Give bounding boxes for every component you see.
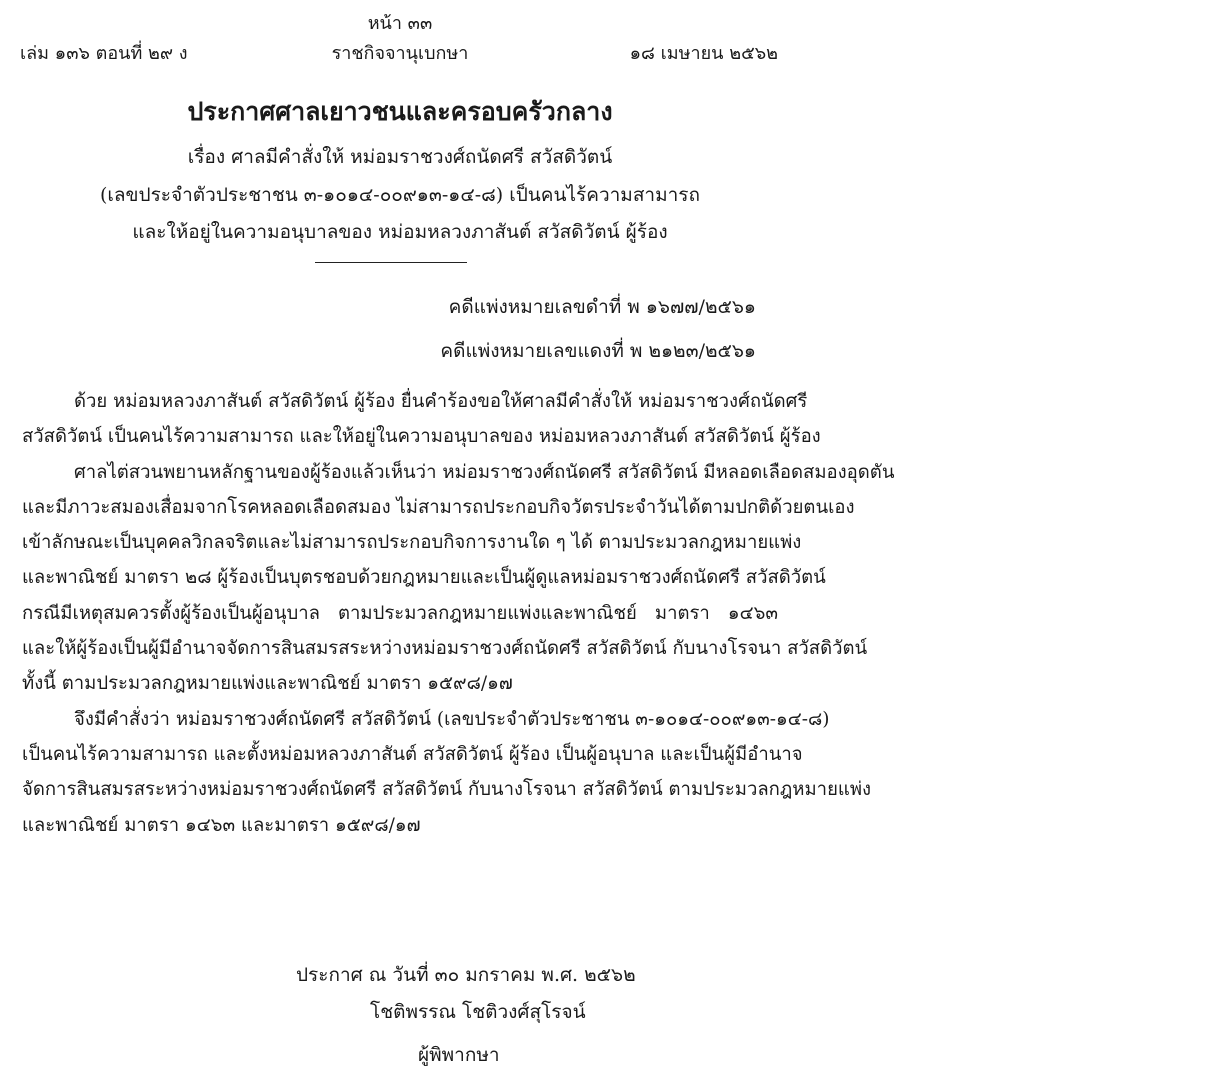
document-title: ประกาศศาลเยาวชนและครอบครัวกลาง	[187, 97, 613, 126]
text-line: และพาณิชย์ มาตรา ๑๔๖๓ และมาตรา ๑๕๙๘/๑๗	[22, 814, 421, 836]
text-line: จึงมีคำสั่งว่า หม่อมราชวงศ์ถนัดศรี สวัสดิวัตน์ (เลขประจำตัวประชาชน ๓-๑๐๑๔-๐๐๙๑๓-๑๔-๘)	[74, 708, 830, 730]
subject-line: เรื่อง ศาลมีคำสั่งให้ หม่อมราชวงศ์ถนัดศรี สวัสดิวัตน์	[187, 146, 613, 168]
text-line: ทั้งนี้ ตามประมวลกฎหมายแพ่งและพาณิชย์ มาตรา ๑๕๙๘/๑๗	[22, 673, 513, 695]
publication-name: ราชกิจจานุเบกษา	[331, 43, 469, 64]
text-line: สวัสดิวัตน์ เป็นคนไร้ความสามารถ และให้อยู่ในความอนุบาลของ หม่อมหลวงภาสันต์ สวัสดิวัตน์ ผู้ร้อง	[22, 426, 821, 448]
body-text	[22, 384, 895, 843]
paragraph	[22, 702, 872, 843]
text-line: กรณีมีเหตุสมควรตั้งผู้ร้องเป็นผู้อนุบาล ตามประมวลกฎหมายแพ่งและพาณิชย์ มาตรา ๑๔๖๓	[22, 602, 778, 624]
divider	[315, 262, 467, 263]
paragraph	[22, 384, 821, 455]
text-line: ด้วย หม่อมหลวงภาสันต์ สวัสดิวัตน์ ผู้ร้อง ยื่นคำร้องขอให้ศาลมีคำสั่งให้ หม่อมราชวงศ์ถนัดศรี	[74, 391, 808, 412]
text-line: และมีภาวะสมองเสื่อมจากโรคหลอดเลือดสมอง ไม่สามารถประกอบกิจวัตรประจำวันได้ตามปกติด้วยตนเอง	[22, 496, 855, 518]
text-line: ศาลไต่สวนพยานหลักฐานของผู้ร้องแล้วเห็นว่า หม่อมราชวงศ์ถนัดศรี สวัสดิวัตน์ มีหลอดเลือดสมองอุดตัน	[74, 461, 895, 483]
announcement-date: ประกาศ ณ วันที่ ๓๐ มกราคม พ.ศ. ๒๕๖๒	[296, 964, 636, 986]
text-line: และให้ผู้ร้องเป็นผู้มีอำนาจจัดการสินสมรสระหว่างหม่อมราชวงศ์ถนัดศรี สวัสดิวัตน์ กับนางโรจนา สวัสดิวัตน์	[22, 638, 868, 660]
signer-name: โชติพรรณ โชติวงศ์สุโรจน์	[370, 1001, 586, 1023]
text-line: และพาณิชย์ มาตรา ๒๘ ผู้ร้องเป็นบุตรชอบด้วยกฎหมายและเป็นผู้ดูแลหม่อมราชวงศ์ถนัดศรี สวัสดิวัตน์	[22, 567, 826, 589]
text-line: เข้าลักษณะเป็นบุคคลวิกลจริตและไม่สามารถประกอบกิจการงานใด ๆ ได้ ตามประมวลกฎหมายแพ่ง	[22, 532, 802, 554]
page-number: หน้า ๓๓	[367, 13, 433, 34]
red-case-number: คดีแพ่งหมายเลขแดงที่ พ ๒๑๒๓/๒๕๖๑	[440, 340, 756, 362]
paragraph	[22, 455, 895, 702]
volume-info: เล่ม ๑๓๖ ตอนที่ ๒๙ ง	[20, 43, 188, 64]
publication-date: ๑๘ เมษายน ๒๕๖๒	[629, 43, 778, 64]
subject-line: และให้อยู่ในความอนุบาลของ หม่อมหลวงภาสันต์ สวัสดิวัตน์ ผู้ร้อง	[132, 221, 668, 243]
text-line: เป็นคนไร้ความสามารถ และตั้งหม่อมหลวงภาสันต์ สวัสดิวัตน์ ผู้ร้อง เป็นผู้อนุบาล และเป็นผู้มีอำนาจ	[22, 743, 803, 765]
subject-line: (เลขประจำตัวประชาชน ๓-๑๐๑๔-๐๐๙๑๓-๑๔-๘) เป็นคนไร้ความสามารถ	[100, 184, 700, 206]
signer-position: ผู้พิพากษา	[418, 1044, 500, 1066]
text-line: จัดการสินสมรสระหว่างหม่อมราชวงศ์ถนัดศรี สวัสดิวัตน์ กับนางโรจนา สวัสดิวัตน์ ตามประมวลกฎหมายแพ่ง	[22, 779, 872, 801]
black-case-number: คดีแพ่งหมายเลขดำที่ พ ๑๖๗๗/๒๕๖๑	[448, 296, 756, 318]
